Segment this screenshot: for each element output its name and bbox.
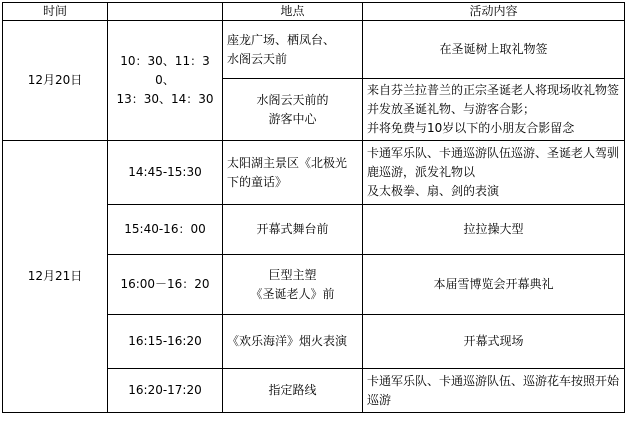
header-content: 活动内容 bbox=[363, 3, 625, 21]
location-cell: 《欢乐海洋》烟火表演 bbox=[223, 315, 363, 369]
time-cell: 16:15-16:20 bbox=[108, 315, 223, 369]
date-cell: 12月20日 bbox=[3, 21, 108, 141]
content-cell: 在圣诞树上取礼物签 bbox=[363, 21, 625, 79]
location-cell: 水阁云天前的 游客中心 bbox=[223, 79, 363, 141]
table-row bbox=[3, 141, 625, 205]
location-cell: 太阳湖主景区《北极光下的童话》 bbox=[223, 141, 363, 205]
location-cell: 巨型主塑 《圣诞老人》前 bbox=[223, 255, 363, 315]
time-cell: 10：30、11：30、 13：30、14：30 bbox=[108, 21, 223, 141]
header-row bbox=[3, 3, 625, 21]
content-cell: 卡通军乐队、卡通巡游队伍巡游、圣诞老人驾驯鹿巡游，派发礼物以 及太极拳、扇、剑的表演 bbox=[363, 141, 625, 205]
content-cell: 拉拉操大型 bbox=[363, 205, 625, 255]
schedule-table bbox=[2, 2, 625, 413]
time-cell: 14:45-15:30 bbox=[108, 141, 223, 205]
time-cell: 16:20-17:20 bbox=[108, 369, 223, 413]
content-cell: 卡通军乐队、卡通巡游队伍、巡游花车按照开始巡游 bbox=[363, 369, 625, 413]
location-cell: 指定路线 bbox=[223, 369, 363, 413]
time-cell: 16:00－16：20 bbox=[108, 255, 223, 315]
time-cell: 15:40-16：00 bbox=[108, 205, 223, 255]
content-cell: 本届雪博览会开幕典礼 bbox=[363, 255, 625, 315]
location-cell: 开幕式舞台前 bbox=[223, 205, 363, 255]
date-cell: 12月21日 bbox=[3, 141, 108, 413]
content-cell: 来自芬兰拉普兰的正宗圣诞老人将现场收礼物签并发放圣诞礼物、与游客合影； 并将免费与10岁以下的小朋友合影留念 bbox=[363, 79, 625, 141]
header-location: 地点 bbox=[223, 3, 363, 21]
header-blank bbox=[108, 3, 223, 21]
content-cell: 开幕式现场 bbox=[363, 315, 625, 369]
table-row bbox=[3, 21, 625, 79]
location-cell: 座龙广场、栖凤台、 水阁云天前 bbox=[223, 21, 363, 79]
header-time: 时间 bbox=[3, 3, 108, 21]
